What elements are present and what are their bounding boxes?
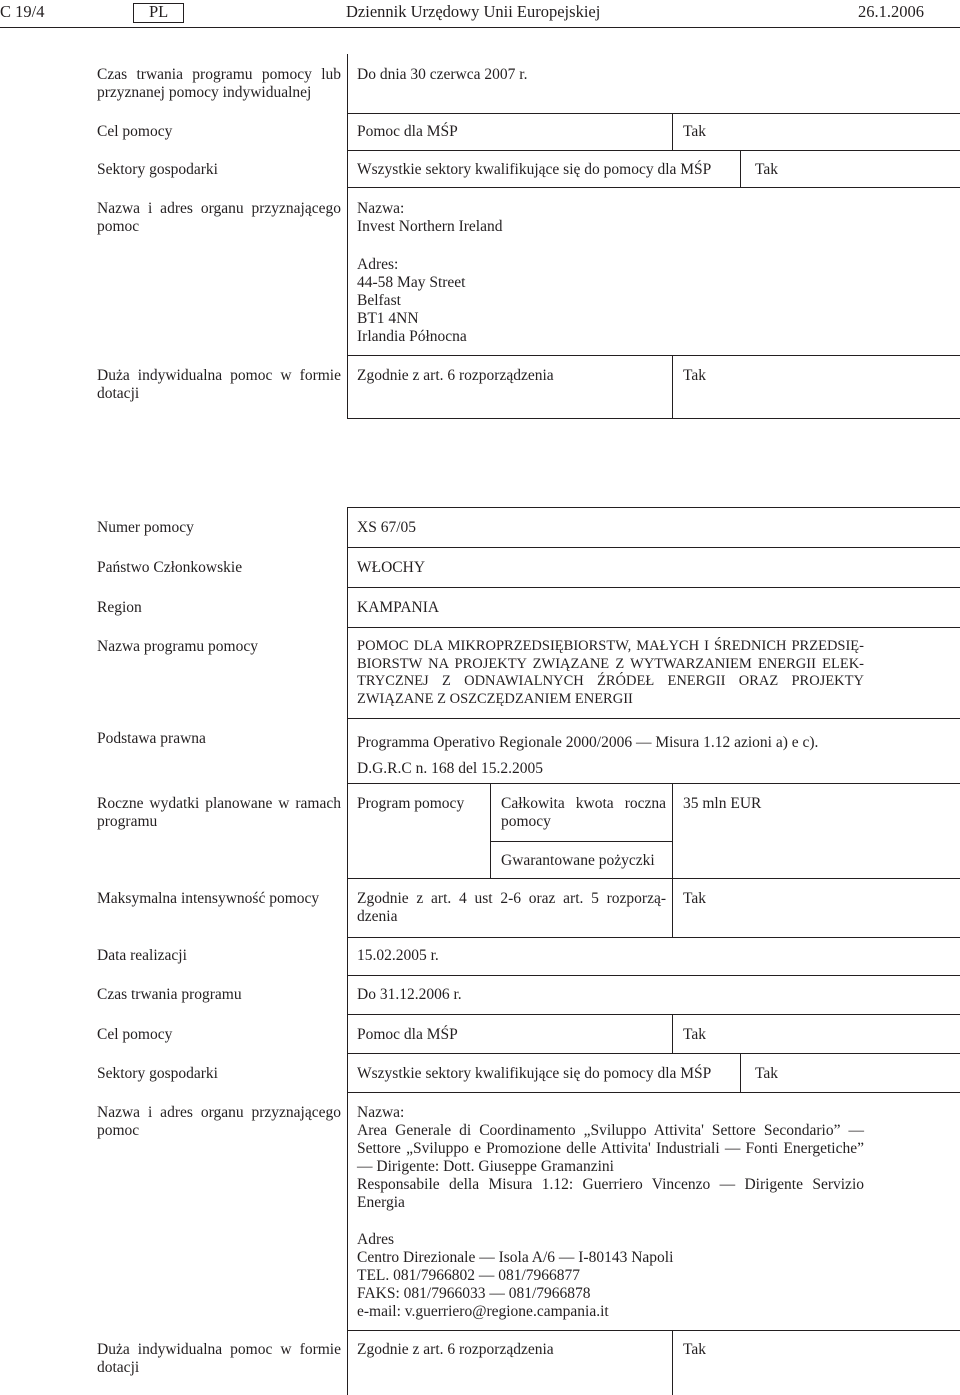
authority-label: Nazwa i adres organu przyznającego pomoc	[97, 200, 341, 235]
table2-row-rule	[347, 878, 960, 879]
table2-row-rule	[347, 1092, 960, 1093]
table1-row-rule	[347, 187, 960, 188]
authority-name-line: Area Generale di Coordinamento „Sviluppo Attivita' Settore Secondario” —	[357, 1122, 864, 1139]
table2-row-rule	[347, 547, 960, 548]
table1-row-rule	[347, 113, 960, 114]
table2-row-rule	[347, 507, 960, 508]
table2-inner-divider	[672, 1014, 673, 1053]
table2-row-rule	[347, 937, 960, 938]
region: KAMPANIA	[357, 599, 440, 616]
region-label: Region	[97, 599, 142, 616]
aid-number-label: Numer pomocy	[97, 519, 194, 536]
large-aid-value: Zgodnie z art. 6 rozporządzenia	[357, 367, 554, 384]
table2-row-rule	[347, 783, 960, 784]
member-state-label: Państwo Członkowskie	[97, 559, 243, 576]
aid-duration-value: Do dnia 30 czerwca 2007 r.	[357, 66, 528, 83]
scheme-name-label: Nazwa programu pomocy	[97, 638, 258, 655]
objective-flag: Tak	[683, 123, 707, 140]
authority-address-label: Adres	[357, 1231, 395, 1248]
publication-date: 26.1.2006	[858, 2, 924, 21]
scheme-duration-label: Czas trwania programu	[97, 986, 242, 1003]
legal-basis-label: Podstawa prawna	[97, 730, 206, 747]
table2-row-rule	[347, 587, 960, 588]
language-code: PL	[149, 2, 169, 21]
page-reference: C 19/4	[0, 2, 45, 21]
legal-basis: Programma Operativo Regionale 2000/2006 — Misura 1.12 azioni a) e c). D.G.R.C n. 168 del 15.2.2005	[357, 734, 819, 777]
authority-name-line: — Dirigente: Dott. Giuseppe Gramanzini	[357, 1158, 614, 1175]
large-aid-label: Duża indywidualna pomoc w formie dotacji	[97, 1341, 341, 1376]
authority-details	[357, 200, 502, 346]
scheme-name: POMOC DLA MIKROPRZEDSIĘBIORSTW, MAŁYCH I ŚREDNICH PRZEDSIĘ- BIORSTW NA PROJEKTY ZWIĄZANE Z WYTWARZANIEM ENERGII ELEK- TRYCZNEJ Z ODNAWIALNYCH ŹRÓDEŁ ENERGII ORAZ PROJEKTY ZWIĄZANE Z OSZCZĘDZANIEM ENERGII	[357, 638, 864, 707]
table1-row-rule	[347, 150, 960, 151]
table1-column-divider	[347, 54, 348, 418]
large-aid-label: Duża indywidualna pomoc w formie dotacji	[97, 367, 341, 402]
authority-name-label: Nazwa:	[357, 1104, 405, 1121]
table1-row-rule	[347, 355, 960, 356]
table2-inner-divider	[672, 1330, 673, 1395]
authority-name-label: Nazwa:	[357, 200, 405, 217]
table2-column-divider	[347, 507, 348, 1395]
intensity-flag: Tak	[683, 890, 707, 907]
sectors-flag: Tak	[755, 1065, 779, 1082]
sectors-value: Wszystkie sektory kwalifikujące się do pomocy dla MŚP	[357, 161, 712, 178]
authority-name-line: Energia	[357, 1194, 405, 1211]
aid-duration-label: Czas trwania programu pomocy lub przyznanej pomocy indywidualnej	[97, 66, 341, 101]
table2-row-rule	[347, 718, 960, 719]
intensity-value: Zgodnie z art. 4 ust 2-6 oraz art. 5 rozporzą- dzenia	[357, 890, 666, 925]
table2-row-rule	[347, 1053, 960, 1054]
objective-value: Pomoc dla MŚP	[357, 1026, 458, 1043]
expenditure-total: 35 mln EUR	[683, 795, 762, 812]
authority-label: Nazwa i adres organu przyznającego pomoc	[97, 1104, 341, 1139]
member-state: WŁOCHY	[357, 559, 426, 576]
table2-row-rule	[347, 1330, 960, 1331]
authority-address-line: TEL. 081/7966802 — 081/7966877	[357, 1267, 581, 1284]
table2-inner-divider	[740, 1053, 741, 1092]
authority-address-line: BT1 4NN	[357, 310, 419, 327]
authority-address-line: e-mail: v.guerriero@regione.campania.it	[357, 1303, 609, 1320]
journal-title: Dziennik Urzędowy Unii Europejskiej	[346, 2, 601, 21]
authority-address-label: Adres:	[357, 256, 399, 273]
objective-label: Cel pomocy	[97, 1026, 173, 1043]
table2-inner-divider	[490, 783, 491, 878]
aid-number: XS 67/05	[357, 519, 416, 536]
intensity-label: Maksymalna intensywność pomocy	[97, 890, 320, 907]
table2-row-rule	[490, 841, 672, 842]
sectors-flag: Tak	[755, 161, 779, 178]
sectors-label: Sektory gospodarki	[97, 1065, 218, 1082]
large-aid-value: Zgodnie z art. 6 rozporządzenia	[357, 1341, 554, 1358]
authority-name-line: Responsabile della Misura 1.12: Guerriero Vincenzo — Dirigente Servizio	[357, 1176, 864, 1193]
table2-row-rule	[347, 627, 960, 628]
table1-bottom-rule	[347, 418, 960, 419]
table1-flag-divider-1	[672, 113, 673, 150]
table1-flag-divider-2	[740, 150, 741, 187]
implementation-date: 15.02.2005 r.	[357, 947, 439, 964]
authority-address-line: Belfast	[357, 292, 401, 309]
authority-name: Invest Northern Ireland	[357, 218, 503, 235]
large-aid-flag: Tak	[683, 367, 707, 384]
authority-name-line: Settore „Sviluppo e Promozione delle Attivita' Industriali — Fonti Energetiche”	[357, 1140, 864, 1157]
expenditure-total-label: Całkowita kwota roczna pomocy	[501, 795, 666, 830]
table1-flag-divider-3	[672, 355, 673, 418]
objective-label: Cel pomocy	[97, 123, 173, 140]
authority-details	[357, 1104, 864, 1321]
objective-flag: Tak	[683, 1026, 707, 1043]
table2-row-rule	[347, 1014, 960, 1015]
authority-address-line: 44-58 May Street	[357, 274, 466, 291]
sectors-value: Wszystkie sektory kwalifikujące się do pomocy dla MŚP	[357, 1065, 712, 1082]
expenditure-scheme: Program pomocy	[357, 795, 465, 812]
guaranteed-loans: Gwarantowane pożyczki	[501, 852, 655, 869]
sectors-label: Sektory gospodarki	[97, 161, 218, 178]
expenditure-label: Roczne wydatki planowane w ramach programu	[97, 795, 341, 830]
scheme-duration: Do 31.12.2006 r.	[357, 986, 462, 1003]
authority-address-line: FAKS: 081/7966033 — 081/7966878	[357, 1285, 591, 1302]
authority-address-line: Centro Direzionale — Isola A/6 — I-80143 Napoli	[357, 1249, 674, 1266]
large-aid-flag: Tak	[683, 1341, 707, 1358]
table2-row-rule	[347, 975, 960, 976]
header-rule	[0, 27, 960, 28]
table2-inner-divider	[672, 783, 673, 937]
objective-value: Pomoc dla MŚP	[357, 123, 458, 140]
authority-address-line: Irlandia Północna	[357, 328, 467, 345]
implementation-date-label: Data realizacji	[97, 947, 187, 964]
